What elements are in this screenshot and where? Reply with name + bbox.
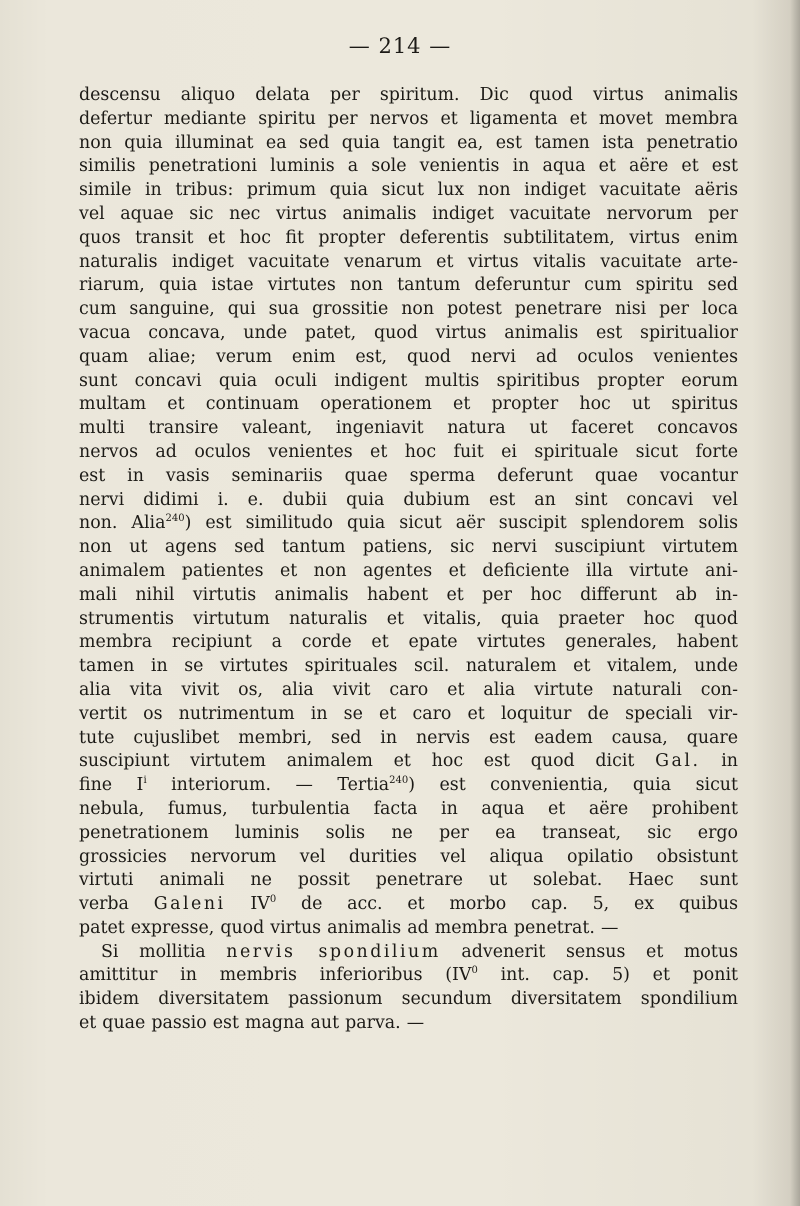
text-line xyxy=(79,774,738,798)
text-line: naturalis indiget vacuitate venarum et virtus vitalis vacuitate arte- xyxy=(79,251,738,272)
superscript: 0 xyxy=(471,965,478,977)
text-line: tamen in se virtutes spirituales scil. naturalem et vitalem, unde xyxy=(79,656,738,677)
text-line: tute cujuslibet membri, sed in nervis est eadem causa, quare xyxy=(79,727,738,748)
footnote-marker: 240 xyxy=(389,775,409,787)
text-line: descensu aliquo delata per spiritum. Dic quod virtus animalis xyxy=(79,85,738,105)
text-line: quam aliae; verum enim est, quod nervi ad oculos venientes xyxy=(79,346,738,367)
text-line: similis penetrationi luminis a sole venientis in aqua et aëre et est xyxy=(79,156,738,177)
spaced-name: Gal. xyxy=(655,751,701,772)
text-line: simile in tribus: primum quia sicut lux non indiget vacuitate aëris xyxy=(79,180,738,201)
text-line: multi transire valeant, ingeniavit natura ut faceret concavos xyxy=(79,418,738,439)
text-line xyxy=(79,893,738,917)
text-line: strumentis virtutum naturalis et vitalis, quia praeter hoc quod xyxy=(79,608,738,629)
text-fragment: fine I xyxy=(79,775,144,796)
text-fragment: IV xyxy=(225,894,270,915)
text-fragment: ) est convenientia, quia sicut xyxy=(408,775,738,796)
spaced-phrase: nervis spondilium xyxy=(226,941,441,962)
text-line: nebula, fumus, turbulentia facta in aqua et aëre prohibent xyxy=(79,798,738,819)
text-line: et quae passio est magna aut parva. — xyxy=(79,1013,425,1034)
text-line: est in vasis seminariis quae sperma deferunt quae vocantur xyxy=(79,465,738,486)
text-fragment: ) est similitudo quia sicut aër suscipit splendorem solis xyxy=(184,513,739,534)
text-line: grossicies nervorum vel durities vel aliqua opilatio obsistunt xyxy=(79,846,738,867)
text-line: mali nihil virtutis animalis habent et per hoc differunt ab in- xyxy=(79,584,738,605)
text-line: penetrationem luminis solis ne per ea transeat, sic ergo xyxy=(79,822,738,843)
text-line: quos transit et hoc fit propter deferentis subtilitatem, virtus enim xyxy=(79,227,738,248)
text-line: ibidem diversitatem passionum secundum diversitatem spondilium xyxy=(79,989,738,1010)
body-text xyxy=(79,84,738,1036)
text-fragment: in xyxy=(700,751,738,772)
text-line: nervi didimi i. e. dubii quia dubium est an sint concavi vel xyxy=(79,489,738,510)
text-fragment: int. cap. 5) et ponit xyxy=(477,965,738,986)
text-line: virtuti animali ne possit penetrare ut solebat. Haec sunt xyxy=(79,870,738,891)
text-line: vel aquae sic nec virtus animalis indiget vacuitate nervorum per xyxy=(79,203,738,224)
text-line: vacua concava, unde patet, quod virtus animalis est spiritualior xyxy=(79,322,738,343)
text-fragment: non. Alia xyxy=(79,513,166,534)
text-line: defertur mediante spiritu per nervos et ligamenta et movet membra xyxy=(79,108,738,129)
superscript: 0 xyxy=(269,894,277,906)
text-line xyxy=(79,512,738,536)
text-line: animalem patientes et non agentes et deficiente illa virtute ani- xyxy=(79,560,738,581)
text-fragment: amittitur in membris inferioribus (IV xyxy=(79,965,472,986)
text-line: multam et continuam operationem et propter hoc ut spiritus xyxy=(79,394,738,415)
text-fragment: suscipiunt virtutem animalem et hoc est quod dicit xyxy=(79,751,656,772)
text-line: alia vita vivit os, alia vivit caro et alia virtute naturali con- xyxy=(79,679,738,700)
text-line xyxy=(79,750,738,774)
text-line: non quia illuminat ea sed quia tangit ea, est tamen ista penetratio xyxy=(79,132,738,153)
text-fragment: de acc. et morbo cap. 5, ex quibus xyxy=(276,894,738,915)
superscript: i xyxy=(143,775,147,787)
page-number: — 214 — xyxy=(348,34,452,58)
text-line: sunt concavi quia oculi indigent multis spiritibus propter eorum xyxy=(79,370,738,391)
text-line: membra recipiunt a corde et epate virtutes generales, habent xyxy=(79,632,738,653)
text-line: vertit os nutrimentum in se et caro et loquitur de speciali vir- xyxy=(79,703,738,724)
text-fragment: verba xyxy=(79,894,154,915)
spaced-name: Galeni xyxy=(153,894,226,915)
text-fragment: interiorum. — Tertia xyxy=(146,775,390,796)
text-line xyxy=(79,941,738,965)
text-fragment: advenerit sensus et motus xyxy=(440,941,738,962)
text-line: cum sanguine, qui sua grossitie non potest penetrare nisi per loca xyxy=(79,299,738,320)
text-line: riarum, quia istae virtutes non tantum deferuntur cum spiritu sed xyxy=(79,275,738,296)
footnote-marker: 240 xyxy=(165,513,185,525)
text-line: non ut agens sed tantum patiens, sic nervi suscipiunt virtutem xyxy=(79,537,738,558)
page-edge-shadow xyxy=(790,0,800,1206)
text-line xyxy=(79,964,738,988)
text-line: patet expresse, quod virtus animalis ad membra penetrat. — xyxy=(79,917,619,938)
text-fragment: Si mollitia xyxy=(101,941,227,962)
text-line: nervos ad oculos venientes et hoc fuit ei spirituale sicut forte xyxy=(79,441,738,462)
